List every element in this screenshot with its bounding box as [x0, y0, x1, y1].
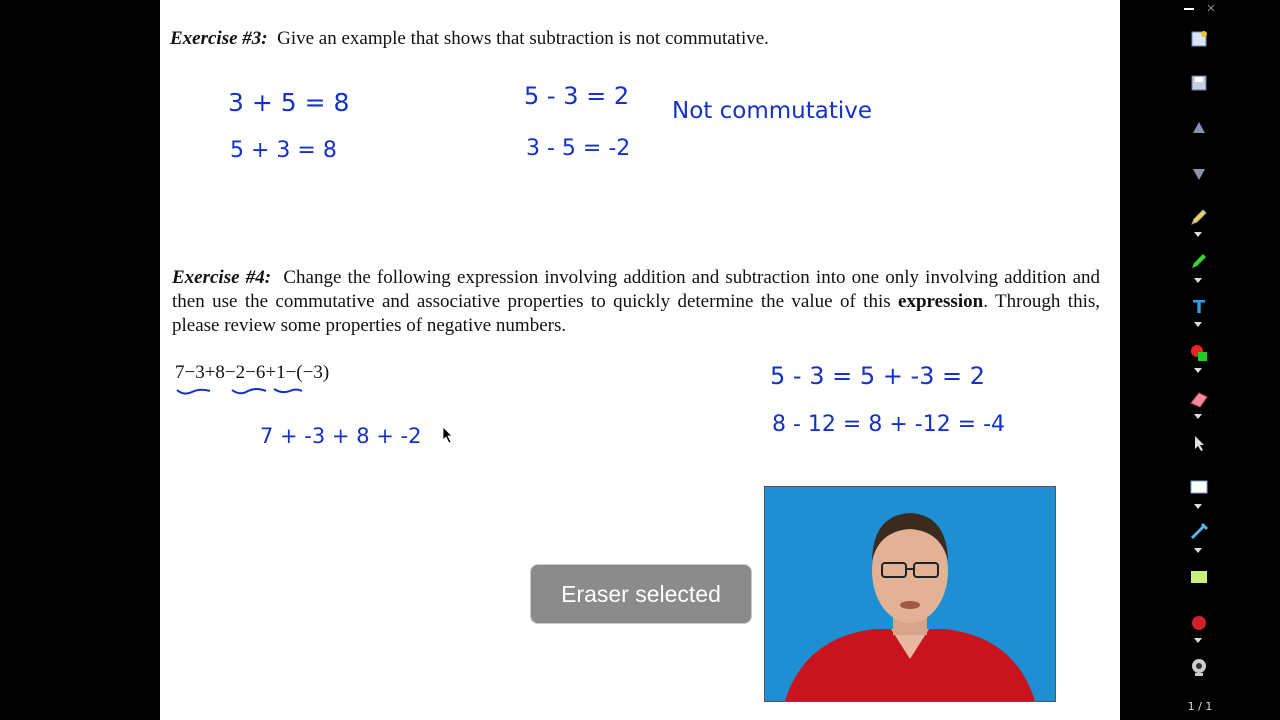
- exercise-4-prompt-b: . Through this, please review some properties of negative numbers.: [172, 291, 1101, 336]
- handwritten-addition-1: 3 + 5 = 8: [228, 88, 350, 117]
- page-icon[interactable]: [1188, 28, 1210, 50]
- line-menu-arrow[interactable]: [1194, 548, 1202, 553]
- exercise-4-prompt-a: Change the following expression involving addition and subtraction into one only involving addition and then use the commutative and associative properties to quickly determine the value of this: [172, 267, 1101, 312]
- color-picker-icon[interactable]: [1188, 342, 1210, 364]
- exercise-3-label: Exercise #3:: [170, 28, 268, 49]
- rectangle-icon[interactable]: [1188, 476, 1210, 498]
- handwritten-addition-2: 5 + 3 = 8: [230, 138, 337, 163]
- text-icon[interactable]: T: [1192, 296, 1206, 318]
- exercise-4-expression: 7−3+8−2−6+1−(−3): [175, 362, 330, 383]
- pen-menu-arrow[interactable]: [1194, 232, 1202, 237]
- side-toolbar: [1178, 0, 1222, 720]
- fill-icon[interactable]: [1188, 566, 1210, 588]
- save-icon[interactable]: [1188, 72, 1210, 94]
- exercise-4-prompt-bold: expression: [898, 291, 984, 312]
- handwritten-note: Not commutative: [672, 98, 872, 124]
- eraser-menu-arrow[interactable]: [1194, 414, 1202, 419]
- handwritten-subtraction-2: 3 - 5 = -2: [526, 136, 631, 161]
- exercise-4-text: [172, 266, 1100, 338]
- pointer-icon[interactable]: [1188, 432, 1210, 454]
- highlighter-menu-arrow[interactable]: [1194, 278, 1202, 283]
- record-menu-arrow[interactable]: [1194, 638, 1202, 643]
- handwritten-negative-2: 8 - 12 = 8 + -12 = -4: [772, 412, 1006, 437]
- underline-marks: [174, 384, 304, 398]
- color-menu-arrow[interactable]: [1194, 368, 1202, 373]
- shape-menu-arrow[interactable]: [1194, 504, 1202, 509]
- exercise-4-label: Exercise #4:: [172, 267, 272, 288]
- page-counter: 1 / 1: [1187, 700, 1213, 713]
- line-icon[interactable]: [1188, 520, 1210, 542]
- pen-icon[interactable]: [1188, 206, 1210, 228]
- eraser-icon[interactable]: [1188, 388, 1210, 410]
- exercise-3-prompt: Give an example that shows that subtraction is not commutative.: [277, 28, 769, 49]
- next-page-icon[interactable]: [1188, 162, 1210, 184]
- cursor-icon: [442, 426, 454, 444]
- webcam-feed: [764, 486, 1056, 702]
- highlighter-icon[interactable]: [1188, 250, 1210, 272]
- text-menu-arrow[interactable]: [1194, 322, 1202, 327]
- handwritten-rewrite: 7 + -3 + 8 + -2: [260, 424, 422, 448]
- exercise-3-text: [170, 28, 1110, 50]
- previous-page-icon[interactable]: [1188, 118, 1210, 140]
- eraser-toast: Eraser selected: [530, 564, 752, 624]
- record-icon[interactable]: [1188, 612, 1210, 634]
- webcam-icon[interactable]: [1188, 656, 1210, 678]
- minimize-icon[interactable]: [1182, 0, 1196, 16]
- handwritten-subtraction-1: 5 - 3 = 2: [524, 82, 630, 110]
- close-icon[interactable]: ✕: [1206, 1, 1216, 15]
- presenter-figure: [765, 487, 1055, 701]
- handwritten-negative-1: 5 - 3 = 5 + -3 = 2: [770, 362, 986, 390]
